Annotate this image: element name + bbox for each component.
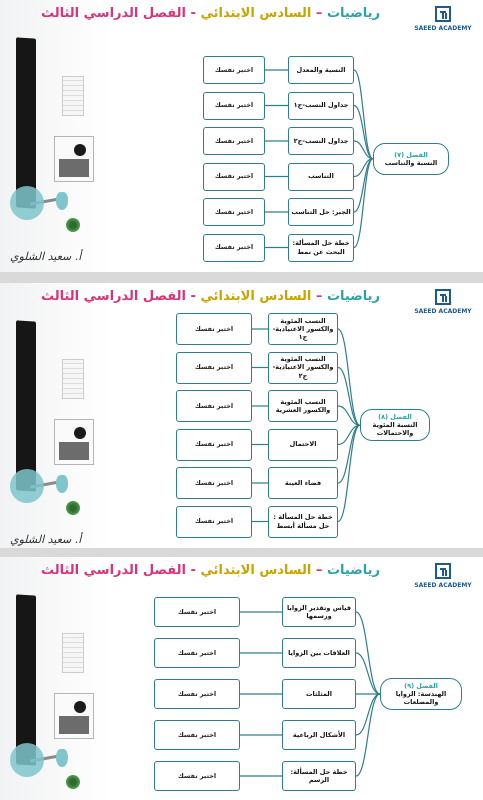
try-yourself-button[interactable]: اختبر نفسك (176, 506, 252, 538)
try-yourself-button[interactable]: اختبر نفسك (203, 127, 265, 155)
try-yourself-button[interactable]: اختبر نفسك (154, 720, 240, 750)
branch-line (356, 694, 380, 735)
lesson-box[interactable]: جداول النسب-ج١ (288, 92, 354, 120)
chapter-title: النسبة المئوية والاحتمالات (372, 421, 418, 438)
try-yourself-button[interactable]: اختبر نفسك (176, 467, 252, 499)
teacher-signature: أ. سعيد الشلوي (10, 250, 82, 263)
try-yourself-button[interactable]: اختبر نفسك (176, 352, 252, 384)
lesson-box[interactable]: فضاء العينة (268, 467, 338, 499)
lesson-box[interactable]: العلاقات بين الزوايا (282, 638, 356, 668)
lesson-box[interactable]: النسبة والمعدل (288, 56, 354, 84)
academy-logo: SAEED ACADEMY (413, 6, 473, 32)
try-yourself-button[interactable]: اختبر نفسك (154, 638, 240, 668)
try-yourself-button[interactable]: اختبر نفسك (154, 761, 240, 791)
try-yourself-button[interactable]: اختبر نفسك (203, 92, 265, 120)
slide-chapter-8 (0, 283, 483, 548)
try-yourself-button[interactable]: اختبر نفسك (203, 234, 265, 262)
lesson-box[interactable]: خطة حل المسألة : حل مسألة أبسط (268, 506, 338, 538)
branch-line (338, 425, 360, 521)
academy-logo: SAEED ACADEMY (413, 289, 473, 315)
chapter-box (360, 409, 430, 441)
try-yourself-button[interactable]: اختبر نفسك (176, 313, 252, 345)
lesson-box[interactable]: الاحتمال (268, 429, 338, 461)
page-title: رياضيات – السادس الابتدائي - الفصل الدراسي الثالث (40, 6, 380, 21)
lesson-box[interactable]: جداول النسب-ج٢ (288, 127, 354, 155)
try-yourself-button[interactable]: اختبر نفسك (203, 56, 265, 84)
lesson-box[interactable]: التناسب (288, 163, 354, 191)
lesson-box[interactable]: النسب المئوية والكسور الاعتيادية-ج١ (268, 313, 338, 345)
lesson-box[interactable]: خطة حل المسألة: الرسم (282, 761, 356, 791)
branch-line (338, 329, 360, 425)
lesson-box[interactable]: الأشكال الرباعية (282, 720, 356, 750)
branch-line (354, 159, 373, 248)
chapter-box (373, 143, 449, 175)
lesson-box[interactable]: خطة حل المسألة: البحث عن نمط (288, 234, 354, 262)
try-yourself-button[interactable]: اختبر نفسك (176, 429, 252, 461)
try-yourself-button[interactable]: اختبر نفسك (176, 390, 252, 422)
try-yourself-button[interactable]: اختبر نفسك (203, 198, 265, 226)
lesson-box[interactable]: النسب المئوية والكسور الاعتيادية-ج٢ (268, 352, 338, 384)
slide-chapter-7 (0, 0, 483, 272)
slide-chapter-9 (0, 557, 483, 800)
lesson-box[interactable]: النسب المئوية والكسور العشرية (268, 390, 338, 422)
branch-line (356, 653, 380, 694)
lesson-box[interactable]: المثلثات (282, 679, 356, 709)
teacher-signature: أ. سعيد الشلوي (10, 533, 82, 546)
page-title: رياضيات – السادس الابتدائي - الفصل الدراسي الثالث (40, 289, 380, 304)
lesson-box[interactable]: الجبر: حل التناسب (288, 198, 354, 226)
branch-line (356, 612, 380, 694)
chapter-title: الهندسة: الزوايا والمضلعات (395, 689, 447, 707)
branch-line (354, 70, 373, 159)
branch-line (356, 694, 380, 776)
lesson-box[interactable]: قياس وتقدير الزوايا ورسمها (282, 597, 356, 627)
academy-logo: SAEED ACADEMY (413, 563, 473, 589)
page-title: رياضيات – السادس الابتدائي - الفصل الدراسي الثالث (40, 563, 380, 578)
try-yourself-button[interactable]: اختبر نفسك (154, 597, 240, 627)
try-yourself-button[interactable]: اختبر نفسك (154, 679, 240, 709)
chapter-number: الفصل (٨) (378, 413, 412, 422)
chapter-number: الفصل (٧) (394, 150, 428, 159)
chapter-number: الفصل (٩) (404, 681, 438, 690)
chapter-box (380, 678, 462, 710)
try-yourself-button[interactable]: اختبر نفسك (203, 163, 265, 191)
chapter-title: النسبة والتناسب (384, 158, 438, 167)
